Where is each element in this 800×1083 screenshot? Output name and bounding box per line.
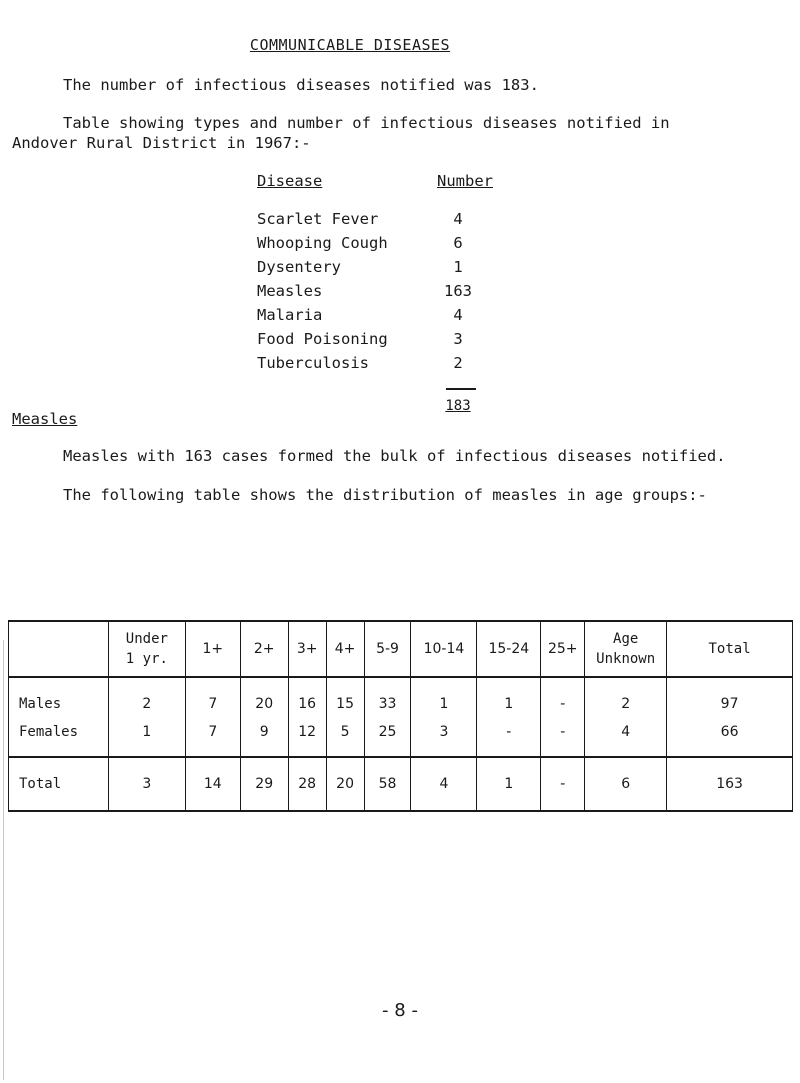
table-cell: 20 [240,677,288,718]
table-cell: 3 [108,757,185,811]
disease-name: Scarlet Fever [257,210,379,228]
header-cell-blank [9,621,109,677]
disease-name: Measles [257,282,323,300]
table-cell: 33 [364,677,411,718]
page-number: - 8 - [382,1000,418,1021]
measles-table-header-row [9,621,793,677]
table-cell: 97 [667,677,793,718]
disease-row [0,354,520,378]
table-cell: 1 [477,757,541,811]
table-cell: 16 [288,677,326,718]
table-cell: 7 [185,677,240,718]
header-5-9: 5-9 [364,621,411,677]
disease-name: Food Poisoning [257,330,388,348]
table-cell: 7 [185,718,240,757]
row-label: Males [9,677,109,718]
table-cell: - [477,718,541,757]
header-age-unknown [585,621,667,677]
measles-heading: Measles [12,410,78,428]
disease-row [0,234,520,258]
header-3-plus: 3+ [288,621,326,677]
table-cell: 58 [364,757,411,811]
table-cell: 2 [108,677,185,718]
disease-count: 163 [444,282,472,300]
disease-row [0,306,520,330]
disease-count: 2 [453,354,463,372]
header-15-24: 15-24 [477,621,541,677]
disease-name: Whooping Cough [257,234,388,252]
header-4-plus: 4+ [326,621,364,677]
disease-row [0,330,520,354]
disease-name: Tuberculosis [257,354,369,372]
header-total: Total [667,621,793,677]
table-cell: 12 [288,718,326,757]
table-cell: 5 [326,718,364,757]
table-cell: 4 [411,757,477,811]
row-label: Total [9,757,109,811]
disease-name: Malaria [257,306,323,324]
disease-total: 183 [445,398,471,414]
table-cell: 1 [108,718,185,757]
table-cell: 4 [585,718,667,757]
disease-row [0,258,520,282]
table-cell: 25 [364,718,411,757]
measles-age-table [8,620,793,812]
header-2-plus: 2+ [240,621,288,677]
table-cell: - [541,757,585,811]
table-cell: 66 [667,718,793,757]
table-cell: 15 [326,677,364,718]
header-10-14: 10-14 [411,621,477,677]
header-under-1-label: Under 1 yr. [125,631,168,667]
header-1-plus: 1+ [185,621,240,677]
table-cell: 20 [326,757,364,811]
disease-name: Dysentery [257,258,341,276]
table-caption-line2: Andover Rural District in 1967:- [12,134,311,152]
disease-count: 3 [453,330,463,348]
disease-row [0,210,520,234]
intro-text: The number of infectious diseases notified was 183. [63,76,539,94]
page-title: COMMUNICABLE DISEASES [249,36,451,54]
header-under-1 [108,621,185,677]
row-label: Females [9,718,109,757]
measles-paragraph-2: The following table shows the distribution of measles in age groups:- [63,486,707,504]
table-row-males [9,677,793,718]
table-caption-line1: Table showing types and number of infectious diseases notified in [63,114,670,132]
disease-count: 4 [453,306,463,324]
table-row-females [9,718,793,757]
disease-count: 4 [453,210,463,228]
disease-count: 1 [453,258,463,276]
table-row-total [9,757,793,811]
table-cell: 9 [240,718,288,757]
table-cell: 3 [411,718,477,757]
table-cell: - [541,718,585,757]
disease-column-header: Disease [257,172,323,190]
table-cell: 163 [667,757,793,811]
table-cell: 1 [477,677,541,718]
table-cell: 1 [411,677,477,718]
disease-count: 6 [453,234,463,252]
table-cell: 14 [185,757,240,811]
table-cell: - [541,677,585,718]
table-cell: 29 [240,757,288,811]
table-cell: 6 [585,757,667,811]
disease-row [0,282,520,306]
header-25-plus: 25+ [541,621,585,677]
table-cell: 28 [288,757,326,811]
table-cell: 2 [585,677,667,718]
total-rule [446,388,476,390]
number-column-header: Number [437,172,493,190]
measles-paragraph-1: Measles with 163 cases formed the bulk of infectious diseases notified. [63,447,726,465]
header-age-unknown-label: Age Unknown [596,631,656,667]
